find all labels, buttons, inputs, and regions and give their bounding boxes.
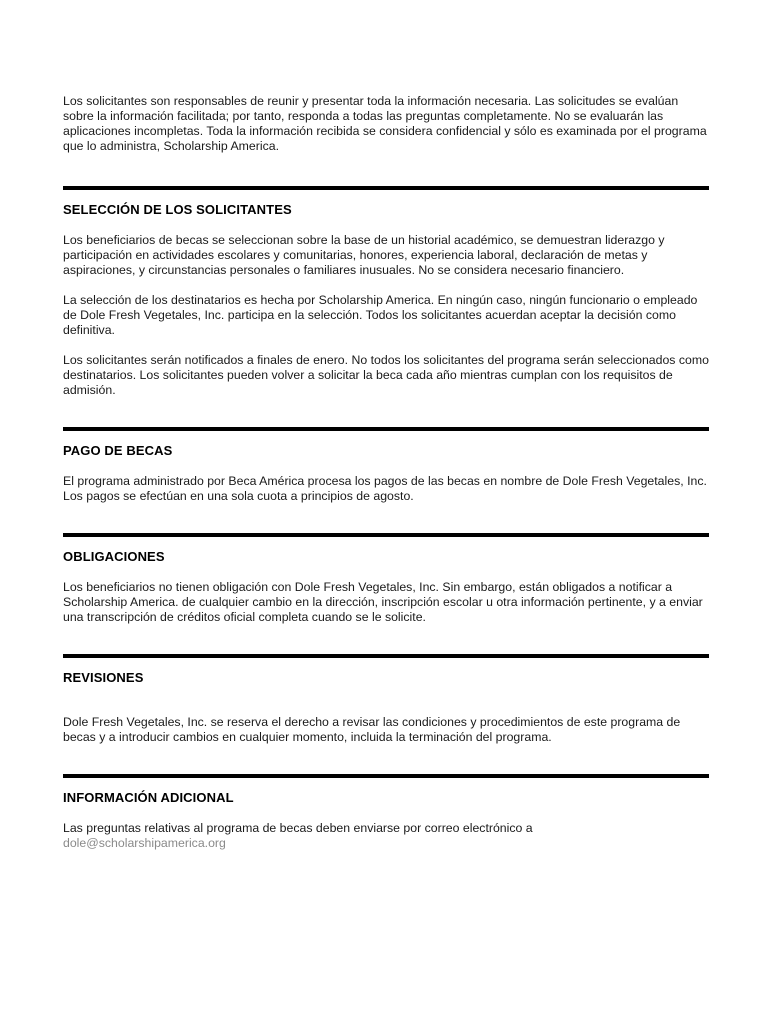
section-obligaciones (63, 533, 711, 625)
section-paragraph: La selección de los destinatarios es hecha por Scholarship America. En ningún caso, ningún funcionario o empleado de Dole Fresh Vegetales, Inc. participa en la selección. Todos los solicitantes acuerdan aceptar la decisión como definitiva. (63, 293, 698, 337)
section-revisiones (63, 654, 711, 745)
document-page (63, 94, 711, 851)
section-paragraph: Dole Fresh Vegetales, Inc. se reserva el derecho a revisar las condiciones y procedimientos de este programa de becas y a introducir cambios en cualquier momento, incluida la terminación del programa. (63, 715, 681, 744)
section-paragraph: Los solicitantes serán notificados a finales de enero. No todos los solicitantes del programa serán seleccionados como destinatarios. Los solicitantes pueden volver a solicitar la beca cada año mientras cumplan con los requisitos de admisión. (63, 353, 709, 397)
section-heading: OBLIGACIONES (63, 549, 165, 564)
section-paragraph: Los beneficiarios de becas se seleccionan sobre la base de un historial académico, se demuestran liderazgo y participación en actividades escolares y comunitarias, honores, experiencia laboral, declaración de metas y aspiraciones, y circunstancias personales o familiares inusuales. No se considera necesario financiero. (63, 233, 665, 277)
section-body (63, 233, 711, 398)
section-divider (63, 774, 709, 778)
section-pago (63, 427, 711, 504)
section-informacion-adicional (63, 774, 711, 851)
section-heading: INFORMACIÓN ADICIONAL (63, 790, 234, 805)
contact-email-link[interactable]: dole@scholarshipamerica.org (63, 836, 226, 850)
section-heading: PAGO DE BECAS (63, 443, 173, 458)
section-divider (63, 533, 709, 537)
section-paragraph: El programa administrado por Beca América procesa los pagos de las becas en nombre de Dole Fresh Vegetales, Inc. Los pagos se efectúan en una sola cuota a principios de agosto. (63, 474, 707, 503)
section-heading: REVISIONES (63, 670, 144, 685)
section-body (63, 474, 711, 504)
section-paragraph: Los beneficiarios no tienen obligación con Dole Fresh Vegetales, Inc. Sin embargo, están obligados a notificar a Scholarship America. de cualquier cambio en la dirección, inscripción escolar u otra información pertinente, y a enviar una transcripción de créditos oficial completa cuando se le solicite. (63, 580, 703, 624)
section-paragraph: Las preguntas relativas al programa de becas deben enviarse por correo electrónico a (63, 821, 533, 835)
section-body (63, 580, 711, 625)
section-divider (63, 186, 709, 190)
section-divider (63, 654, 709, 658)
section-heading: SELECCIÓN DE LOS SOLICITANTES (63, 202, 292, 217)
section-body (63, 715, 711, 745)
section-divider (63, 427, 709, 431)
section-body (63, 821, 711, 851)
section-seleccion (63, 186, 711, 398)
intro-paragraph: Los solicitantes son responsables de reunir y presentar toda la información necesaria. Las solicitudes se evalúan sobre la información facilitada; por tanto, responda a todas las preguntas completamente. No se evaluarán las aplicaciones incompletas. Toda la información recibida se considera confidencial y sólo es examinada por el programa que lo administra, Scholarship America. (63, 94, 707, 153)
